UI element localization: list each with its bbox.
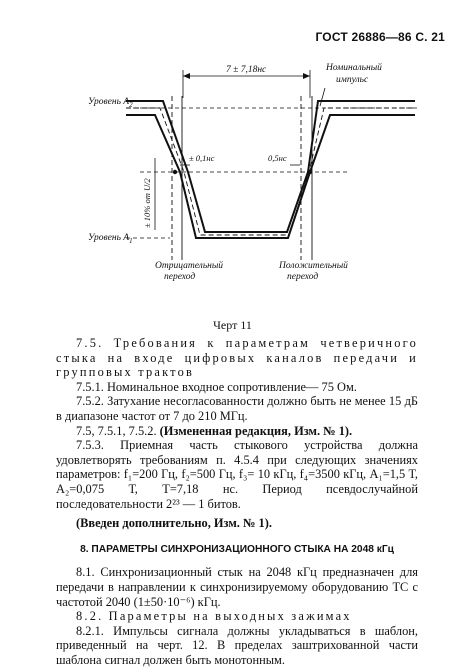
page-header: ГОСТ 26886—86 С. 21 [315,30,445,44]
pos-transition-label-1: Положительный [279,261,348,271]
paragraph-7-5-1: 7.5.1. Номинальное входное сопротивление— 75 Ом. [76,379,357,394]
nominal-pulse [126,108,415,235]
paragraph-7-5-2: 7.5.2. Затухание несогласованности должно быть не менее 15 дБ в диапазоне частот от 7 до 210 МГц. [56,394,418,423]
nominal-pulse-label-2: импульс [336,75,369,85]
neg-transition-label-1: Отрицательный [155,261,224,271]
pulse-mask-figure [0,0,465,320]
nominal-pulse-label-1: Номинальный [326,63,382,73]
paragraph-7-5-3: 7.5.3. Приемная часть стыкового устройства должна удовлетворять требованиям п. 4.5.4 при следующих значениях параметров: f₁=200 Гц, f₂=500 Гц, f₃= 10 кГц, f₄=3500 кГц, A₁=1,5 Т, A₂=0,075 Т, Т=7,18 нс. Период псевдослучайной последовательности 2²³ — 1 битов. [56,438,418,511]
paragraph-8-2: 8.2. Параметры на выходных зажимах [76,609,352,624]
paragraph-8-1: 8.1. Синхронизационный стык на 2048 кГц предназначен для передачи в направлении к синхронизируемому оборудованию ТС с частотой 2040 (1±50·10⁻⁶) кГц. [56,565,418,609]
addition-note-7-5-3: (Введен дополнительно, Изм. № 1). [76,516,272,531]
revision-note-7-5 [56,424,418,439]
level-a1-label: Уровень $A_1$ [88,233,133,245]
paragraph-8-2-1: 8.2.1. Импульсы сигнала должны укладываться в шаблон, приведенный на черт. 12. В пределах заштрихованной части шаблона сигнал должен быть монотонным. [56,623,418,667]
pos-transition-label-2: переход [287,272,319,282]
tolerance-left-label: ± 0,1нс [189,153,215,163]
document-body [56,336,418,667]
figure-caption: Черт 11 [213,318,252,332]
pulse-mask-diagram [0,0,465,320]
section-7-5-title: 7.5. Требования к параметрам четверичного стыка на входе цифровых каналов передачи и групповых трактов [56,336,418,380]
width-label: 7 ± 7,18нс [226,65,267,75]
section-8-heading: 8. ПАРАМЕТРЫ СИНХРОНИЗАЦИОННОГО СТЫКА НА 2048 кГц [80,543,394,555]
tolerance-right-label: 0,5нс [268,153,287,163]
revision-note-text: (Измененная редакция, Изм. № 1). [159,423,353,438]
revision-note-prefix: 7.5, 7.5.1, 7.5.2. [76,423,160,438]
outer-mask [126,101,415,232]
inner-mask [126,115,415,238]
level-a2-label: Уровень $A_2$ [88,97,133,109]
vertical-tolerance-label: ± 10% от U/2 [142,178,152,228]
neg-transition-label-2: переход [164,272,196,282]
